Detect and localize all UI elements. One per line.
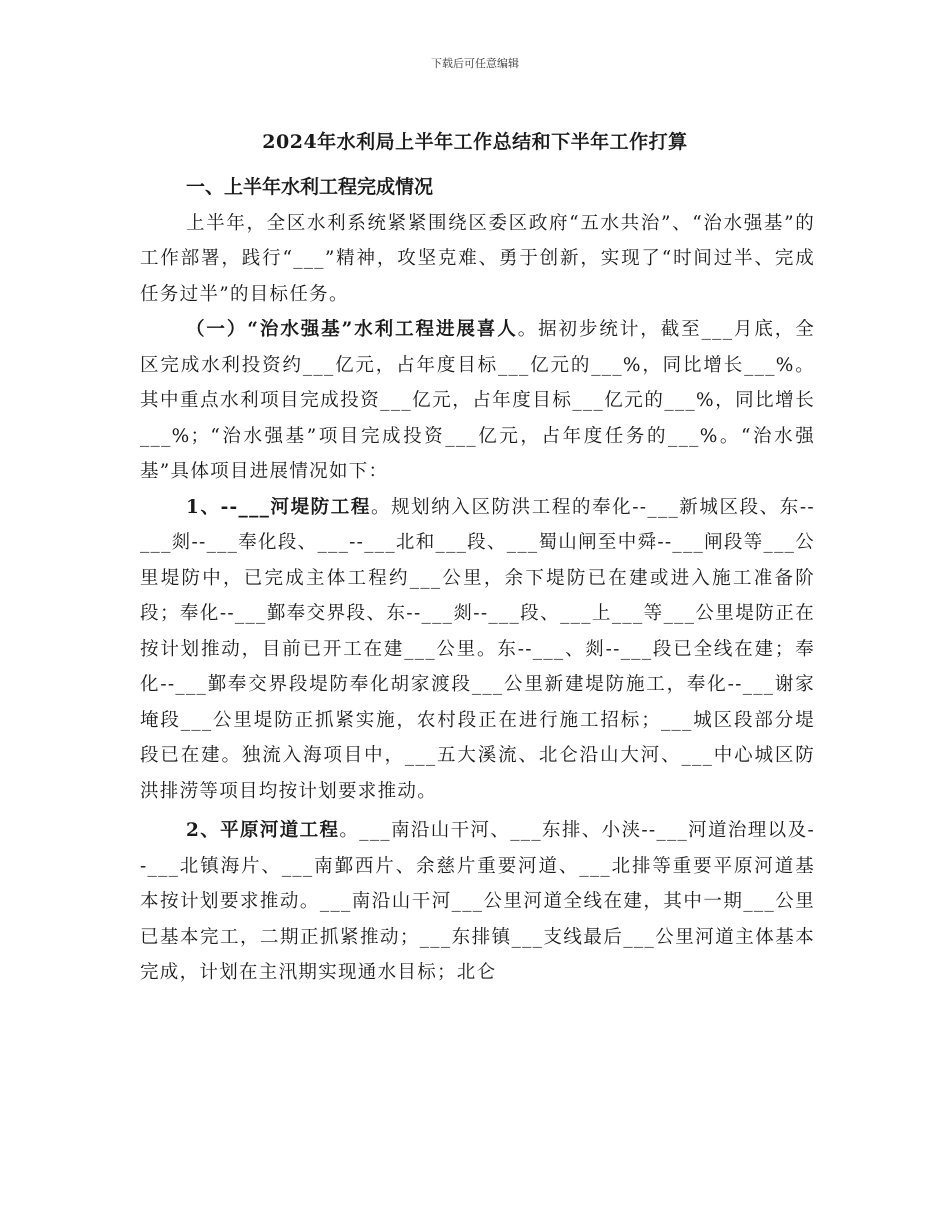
paragraph-text: 。规划纳入区防洪工程的奉化--___新城区段、东--___剡--___奉化段、___--___北和___段、___蜀山闸至中舜--___闸段等___公里堤防中，已完成主体工程约___公里，余下堤防已在建或进入施工准备阶段；奉化--___鄞奉交界段、东--___剡--___段、___上___等___公里堤防正在按计划推动，目前已开工在建___公里。东--___、剡--___段已全线在建；奉化--___鄞奉交界段堤防奉化胡家渡段___公里新建堤防施工，奉化--___谢家埯段___公里堤防正抓紧实施，农村段正在进行施工招标；___城区段部分堤段已在建。独流入海项目中，___五大溪流、北仑沿山大河、___中心城区防洪排涝等项目均按计划要求推动。	[140, 496, 815, 802]
paragraph-water-projects	[140, 312, 815, 490]
paragraph-text: 。据初步统计，截至___月底，全区完成水利投资约___亿元，占年度目标___亿元的___%，同比增长___%。其中重点水利项目完成投资___亿元，占年度目标___亿元的___%，同比增长___%；“治水强基”项目完成投资___亿元，占年度任务的___%。“治水强基”具体项目进展情况如下：	[140, 319, 815, 482]
paragraph-embankment	[140, 490, 815, 810]
paragraph-lead: 2、平原河道工程	[186, 820, 340, 841]
section-heading: 一、上半年水利工程完成情况	[186, 176, 434, 198]
paragraph-lead: （一）“治水强基”水利工程进展喜人	[186, 319, 518, 340]
header-note: 下载后可任意编辑	[431, 57, 519, 70]
intro-paragraph: 上半年，全区水利系统紧紧围绕区委区政府“五水共治”、“治水强基”的工作部署，践行“___”精神，攻坚克难、勇于创新，实现了“时间过半、完成任务过半”的目标任务。	[140, 212, 815, 305]
paragraph-text: 。___南沿山干河、___东排、小浃--___河道治理以及--___北镇海片、___南鄞西片、余慈片重要河道、___北排等重要平原河道基本按计划要求推动。___南沿山干河___公里河道全线在建，其中一期___公里已基本完工，二期正抓紧推动；___东排镇___支线最后___公里河道主体基本完成，计划在主汛期实现通水目标；北仑	[140, 820, 815, 983]
document-body	[140, 170, 815, 991]
paragraph-lead: 1、--___河堤防工程	[186, 496, 371, 518]
paragraph-river-channel	[140, 813, 815, 991]
document-title: 2024年水利局上半年工作总结和下半年工作打算	[262, 131, 688, 153]
